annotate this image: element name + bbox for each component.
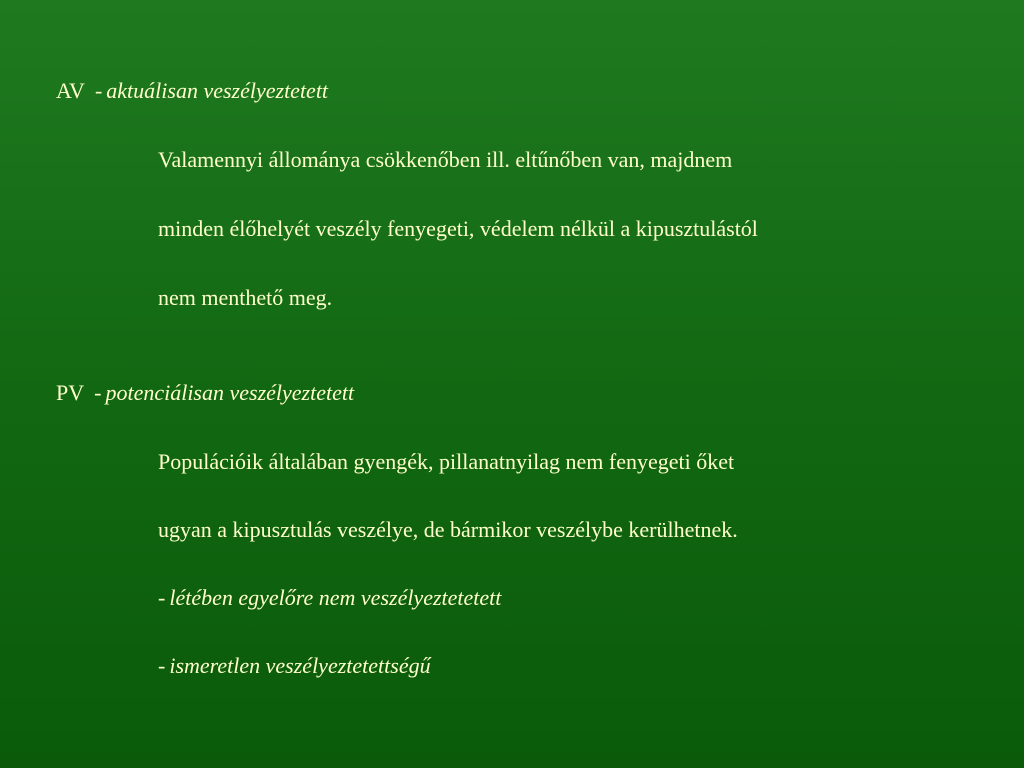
heading-av xyxy=(56,78,328,104)
pv-description-line: ugyan a kipusztulás veszélye, de bármikor veszélybe kerülhetnek. xyxy=(158,517,738,542)
heading-pv xyxy=(56,380,354,406)
subitem-text: ismeretlen veszélyeztetettségű xyxy=(169,653,431,678)
category-code-av: AV xyxy=(56,78,85,103)
category-term-pv: potenciálisan veszélyeztetett xyxy=(105,380,355,405)
subitem-text: létében egyelőre nem veszélyeztetetett xyxy=(169,585,502,610)
pv-description-line: Populációik általában gyengék, pillanatnyilag nem fenyegeti őket xyxy=(158,449,735,474)
heading-dash: - xyxy=(94,380,102,405)
heading-dash: - xyxy=(94,78,103,103)
pv-subitem xyxy=(158,585,501,611)
av-description-line: minden élőhelyét veszély fenyegeti, védelem nélkül a kipusztulástól xyxy=(158,216,758,241)
subitem-dash: - xyxy=(158,653,166,678)
category-code-pv: PV xyxy=(56,380,85,405)
av-description-line: Valamennyi állománya csökkenőben ill. eltűnőben van, majdnem xyxy=(158,147,733,172)
pv-subitem xyxy=(158,653,431,679)
category-term-av: aktuálisan veszélyeztetett xyxy=(106,78,329,103)
av-description-line: nem menthető meg. xyxy=(158,285,333,310)
subitem-dash: - xyxy=(158,585,166,610)
